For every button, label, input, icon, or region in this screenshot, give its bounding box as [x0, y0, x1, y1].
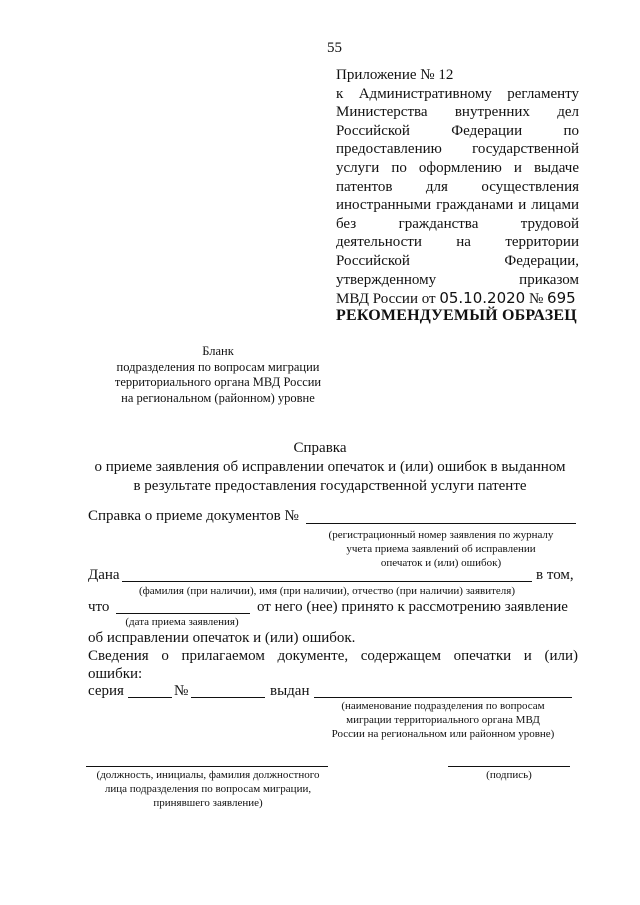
document-subtitle: [70, 458, 590, 496]
order-prefix: МВД России от: [336, 291, 436, 308]
document-title: Справка: [293, 440, 347, 456]
official-caption: [80, 768, 336, 810]
applicant-name-field[interactable]: [122, 581, 532, 582]
subtitle-line: о приеме заявления об исправлении опечаток и (или) ошибок в выданном: [94, 459, 566, 475]
appendix-line: Российской Федерации,: [336, 252, 579, 269]
that-label: что: [88, 599, 110, 615]
document-number-field[interactable]: [191, 697, 265, 698]
caption-line: опечаток и (или) ошибок): [380, 557, 502, 569]
issued-by-label: выдан: [270, 683, 310, 699]
recommended-sample-heading: РЕКОМЕНДУЕМЫЙ ОБРАЗЕЦ: [336, 307, 577, 324]
receipt-caption: [300, 528, 582, 570]
blank-line: на региональном (районном) уровне: [121, 390, 315, 405]
appendix-line: Министерства внутренних дел: [336, 104, 579, 121]
blank-block: [92, 344, 344, 406]
that-suffix: от него (нее) принято к рассмотрению заявление: [257, 599, 568, 615]
appendix-order-line: [336, 289, 579, 309]
receipt-label: Справка о приеме документов №: [88, 508, 299, 524]
caption-line: лица подразделения по вопросам миграции,: [104, 783, 312, 795]
caption-line: миграции территориального органа МВД: [346, 714, 540, 726]
application-date-caption: (дата приема заявления): [125, 616, 239, 628]
series-field[interactable]: [128, 697, 172, 698]
signature-caption: (подпись): [486, 769, 532, 781]
applicant-name-caption: (фамилия (при наличии), имя (при наличии), отчество (при наличии) заявителя): [139, 585, 515, 597]
order-number: 695: [547, 289, 576, 308]
appendix-line: Российской Федерации по: [336, 122, 579, 139]
issued-by-caption: [312, 699, 574, 741]
appendix-header: [336, 66, 579, 309]
caption-line: России на региональном или районном уровне): [331, 728, 555, 740]
signature-field[interactable]: [448, 766, 570, 767]
series-label: серия: [88, 683, 124, 699]
corrections-text: об исправлении опечаток и (или) ошибок.: [88, 630, 356, 646]
appendix-line: услуги по оформлению и выдаче: [336, 159, 579, 176]
issued-by-field[interactable]: [314, 697, 572, 698]
blank-line: подразделения по вопросам миграции: [116, 359, 320, 374]
issued-suffix: в том,: [536, 567, 574, 583]
subtitle-line: в результате предоставления государственной услуги патенте: [133, 478, 527, 494]
appendix-line: без гражданства трудовой: [336, 215, 579, 232]
page-number: 55: [327, 40, 342, 56]
appendix-line: утвержденному приказом: [336, 271, 579, 288]
receipt-number-field[interactable]: [306, 523, 576, 524]
caption-line: учета приема заявлений об исправлении: [346, 543, 536, 555]
appendix-line: деятельности на территории: [336, 234, 579, 251]
appendix-line: патентов для осуществления: [336, 178, 579, 195]
info-line-1: Сведения о прилагаемом документе, содержащем опечатки и (или): [88, 648, 578, 664]
order-date: 05.10.2020: [439, 289, 526, 308]
number-label: №: [174, 683, 189, 699]
info-line-2: ошибки:: [88, 666, 143, 682]
blank-line: Бланк: [202, 344, 234, 358]
official-name-field[interactable]: [86, 766, 328, 767]
caption-line: (должность, инициалы, фамилия должностного: [96, 769, 320, 781]
blank-line: территориального органа МВД России: [114, 375, 322, 389]
application-date-field[interactable]: [116, 613, 250, 614]
order-number-sign: №: [528, 291, 544, 308]
appendix-line: иностранными гражданами и лицами: [336, 197, 579, 214]
issued-label: Дана: [88, 567, 120, 583]
appendix-line: предоставлению государственной: [336, 141, 579, 158]
caption-line: принявшего заявление): [153, 797, 263, 809]
caption-line: (наименование подразделения по вопросам: [341, 700, 545, 712]
appendix-line: Приложение № 12: [336, 67, 454, 83]
caption-line: (регистрационный номер заявления по журналу: [328, 529, 554, 541]
appendix-line: к Административному регламенту: [336, 85, 579, 102]
